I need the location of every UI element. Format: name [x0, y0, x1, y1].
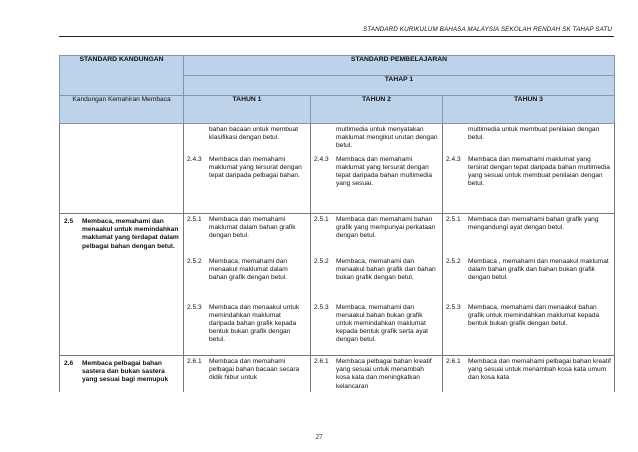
standard-kandungan-header: STANDARD KANDUNGAN	[60, 56, 184, 96]
item-text: Membaca dan memahami pelbagai bahan kreatif yang sesuai untuk menambah kosa kata umum dan kosa kata	[468, 358, 611, 382]
tahun-3-cell	[443, 154, 615, 214]
sk-cell	[60, 356, 184, 392]
standard-table	[59, 55, 615, 392]
tahun-1-header: TAHUN 1	[184, 96, 311, 124]
item-text: Membaca, memahami dan menaakul bahan grafik untuk memindahkan maklumat kepada bentuk bukan grafik dengan betul.	[468, 303, 600, 327]
kandungan-kemahiran-header: Kandungan Kemahiran Membaca	[60, 96, 184, 124]
item-number: 2.5.1	[314, 216, 329, 223]
item-text: Membaca , memahami dan menaakul maklumat dalam bahan grafik dan bahan bukan grafik dengan betul.	[468, 257, 609, 281]
standard-pembelajaran-header: STANDARD PEMBELAJARAN	[184, 56, 615, 76]
item-text: Membaca, memahami dan menaakul bahan bukan grafik untuk memindahkan maklumat kepada bentuk grafik serta ayat dengan betul.	[336, 303, 429, 344]
sk-cell	[60, 154, 184, 214]
item-number: 2.5.3	[187, 303, 202, 311]
item-text: Membaca dan memahami bahan grafik yang mengandungi ayat dengan betul.	[468, 216, 599, 232]
item-number: 2.6.1	[314, 358, 329, 365]
tahun-2-cell	[311, 356, 443, 392]
table-row	[60, 356, 615, 392]
tahun-1-cell	[184, 256, 311, 302]
sk-cell	[60, 124, 184, 154]
item-number: 2.5.2	[314, 257, 329, 265]
item-text: bahan bacaan untuk membuat klasifikasi dengan betul.	[209, 126, 299, 142]
running-header: STANDARD KURIKULUM BAHASA MALAYSIA SEKOLAH RENDAH SK TAHAP SATU	[362, 26, 612, 33]
item-text: Membaca, memahami dan menaakul bahan grafik dan bahan bukan grafik dengan betul.	[336, 257, 436, 281]
item-text: Membaca pelbagai bahan kreatif yang sesuai untuk menambah kosa kata dan meningkatkan kelancaran	[336, 358, 432, 390]
tahun-2-cell	[311, 154, 443, 214]
tahun-2-cell	[311, 302, 443, 356]
item-number: 2.5.1	[187, 216, 202, 223]
page-number: 27	[315, 433, 323, 441]
sk-cell	[60, 214, 184, 356]
item-number: 2.4.3	[446, 155, 461, 163]
item-text: Membaca dan memahami pelbagai bahan bacaan secara didik hibur untuk	[209, 358, 300, 382]
item-number: 2.5.1	[446, 216, 461, 223]
tahun-1-cell	[184, 154, 311, 214]
tahun-3-cell	[443, 124, 615, 154]
item-number	[187, 126, 209, 142]
item-number: 2.5.2	[187, 257, 202, 265]
item-text: multimedia untuk menyatakan maklumat mengikut urutan dengan betul.	[336, 126, 438, 150]
tahun-1-cell	[184, 214, 311, 256]
tahun-1-cell	[184, 302, 311, 356]
sk-text: Membaca, memahami dan menaakul untuk memindahkan maklumat yang terdapat dalam pelbagai bahan dengan betul.	[82, 218, 179, 250]
tahun-2-cell	[311, 124, 443, 154]
tahun-3-cell	[443, 214, 615, 256]
item-text: Membaca dan memahami maklumat dalam bahan grafik dengan betul.	[209, 216, 296, 240]
item-number: 2.5.2	[446, 257, 461, 265]
sk-number: 2.5	[64, 218, 74, 225]
header-rule	[59, 36, 614, 37]
item-number: 2.4.3	[187, 155, 202, 163]
item-number: 2.5.3	[446, 303, 461, 311]
item-number: 2.5.3	[314, 303, 329, 311]
sk-text: Membaca pelbagai bahan sastera dan bukan sastera yang sesuai bagi memupuk	[82, 360, 169, 384]
item-text: Membaca dan memahami maklumat yang tersirat dengan tepat daripada bahan multimedia yang sesuai untuk membuat penilaian dengan betul.	[468, 155, 610, 188]
tahun-2-cell	[311, 214, 443, 256]
item-number: 2.4.3	[314, 155, 329, 163]
item-number: 2.6.1	[187, 358, 202, 365]
item-number	[446, 126, 468, 142]
tahun-1-cell	[184, 356, 311, 392]
tahap-header: TAHAP 1	[184, 76, 615, 96]
tahun-3-cell	[443, 356, 615, 392]
tahun-1-cell	[184, 124, 311, 154]
table-row	[60, 124, 615, 154]
tahun-3-header: TAHUN 3	[443, 96, 615, 124]
item-number	[314, 126, 336, 151]
tahun-2-header: TAHUN 2	[311, 96, 443, 124]
item-text: Membaca dan menaakul untuk memindahkan maklumat daripada bahan grafik kepada bentuk bukan grafik dengan betul.	[209, 303, 300, 344]
item-text: multimedia untuk membuat penilaian dengan betul.	[468, 126, 600, 142]
item-number: 2.6.1	[446, 358, 461, 365]
table-row	[60, 214, 615, 256]
table-row	[60, 154, 615, 214]
item-text: Membaca dan memahami maklumat yang tersurat dengan tepat daripada bahan multimedia yang sesuai.	[336, 155, 433, 188]
tahun-3-cell	[443, 302, 615, 356]
tahun-2-cell	[311, 256, 443, 302]
tahun-3-cell	[443, 256, 615, 302]
sk-number: 2.6	[64, 360, 74, 367]
item-text: Membaca dan memahami maklumat yang tersurat dengan tepat daripada pelbagai bahan.	[209, 155, 302, 179]
item-text: Membaca, memahami dan menaakul maklumat dalam bahan grafik dengan betul.	[209, 257, 288, 281]
item-text: Membaca dan memahami bahan grafik yang mempunyai perkataan dengan betul.	[336, 216, 436, 240]
